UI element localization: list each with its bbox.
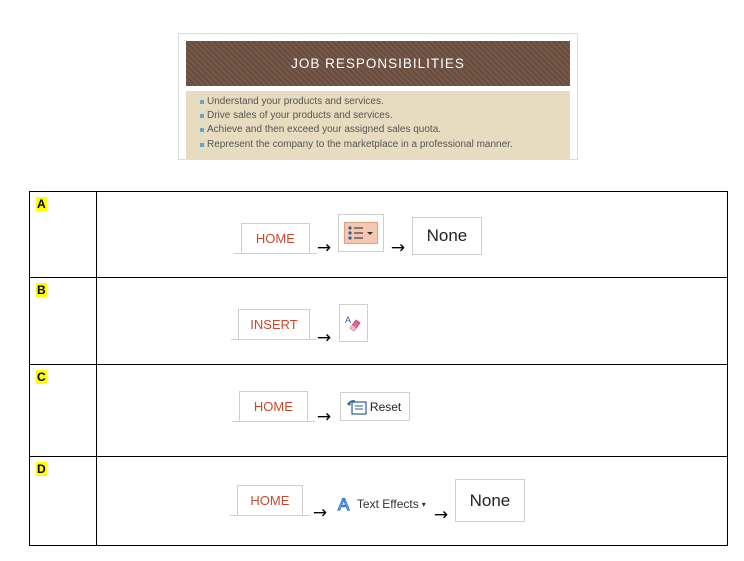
reset-button[interactable] <box>340 392 410 421</box>
option-row-a <box>30 192 728 278</box>
none-option[interactable]: None <box>455 479 525 522</box>
arrow-icon: → <box>433 505 449 525</box>
reset-label: Reset <box>369 399 402 414</box>
bullet-icon <box>200 143 204 147</box>
arrow-icon: → <box>390 238 406 258</box>
eraser-icon <box>344 314 362 332</box>
list-item: Understand your products and services. <box>200 95 570 109</box>
arrow-icon: → <box>316 407 332 427</box>
bullet-list <box>200 95 570 152</box>
option-row-d <box>30 457 728 546</box>
section-heading: JOB RESPONSIBILITIES <box>186 41 570 86</box>
list-item: Drive sales of your products and services. <box>200 109 570 123</box>
bullets-button[interactable] <box>338 214 384 252</box>
bullet-icon <box>200 100 204 104</box>
option-row-b <box>30 278 728 365</box>
home-tab[interactable]: HOME <box>237 485 303 515</box>
bullets-list-icon <box>344 222 378 244</box>
insert-tab[interactable]: INSERT <box>238 309 310 339</box>
text-effects-button[interactable] <box>337 495 426 513</box>
text-effects-icon <box>337 495 353 513</box>
list-item: Achieve and then exceed your assigned sales quota. <box>200 123 570 137</box>
list-item: Represent the company to the marketplace in a professional manner. <box>200 138 570 152</box>
svg-text:A: A <box>345 315 352 325</box>
option-letter: A <box>37 197 46 211</box>
arrow-icon: → <box>316 328 332 348</box>
option-letter: D <box>37 462 46 476</box>
text-effects-label: Text Effects <box>356 497 419 511</box>
chevron-down-icon: ▾ <box>421 499 426 509</box>
options-table <box>29 191 728 546</box>
reset-picture-icon <box>347 399 367 415</box>
svg-text:A: A <box>337 495 350 513</box>
bullet-icon <box>200 128 204 132</box>
section-body <box>186 91 570 159</box>
option-row-c <box>30 365 728 457</box>
arrow-icon: → <box>312 503 328 523</box>
option-letter: B <box>37 283 46 297</box>
none-option[interactable]: None <box>412 217 482 255</box>
home-tab[interactable]: HOME <box>239 391 308 421</box>
arrow-icon: → <box>316 238 332 258</box>
home-tab[interactable]: HOME <box>241 223 310 253</box>
option-letter: C <box>37 370 46 384</box>
clear-formatting-button[interactable] <box>339 304 368 342</box>
document-snippet <box>178 33 578 160</box>
bullet-icon <box>200 114 204 118</box>
